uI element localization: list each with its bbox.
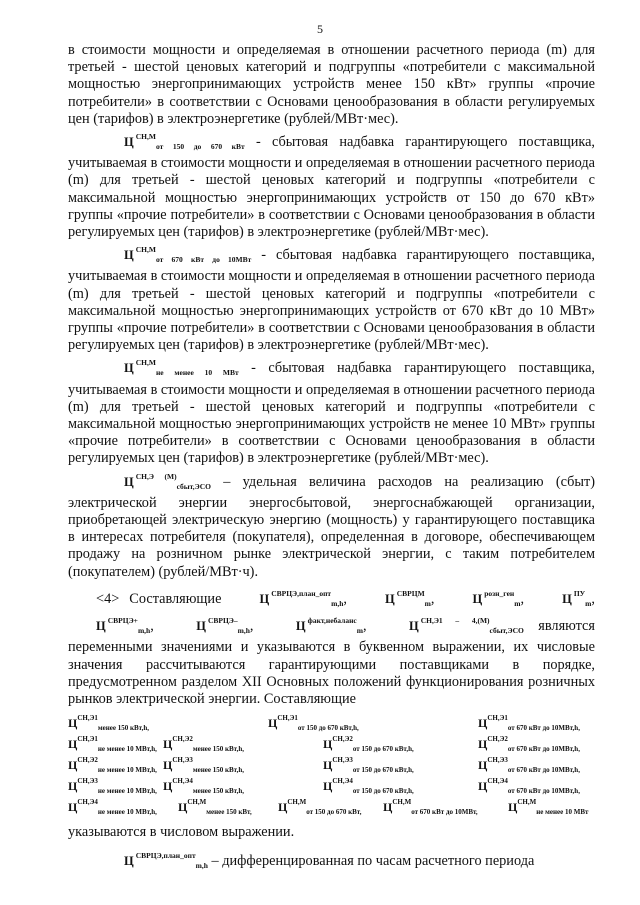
symbol-def1: Ц $^{СН,М}_{от 150 до 670 кВт}$ [124, 132, 245, 152]
symbol-def2: Ц $^{СН,М}_{от 670 кВт до 10МВт}$ [124, 245, 252, 265]
symbol-p4-7: Ц $^{СН,Э1 - 4,(М)}_{сбыт,ЭСО}$ [408, 616, 524, 636]
symbol-def5: Ц $^{СВРЦЭ,план\_опт}_{m,h}$ [124, 851, 208, 871]
grid-symbol: $Ц^{СН,М}_{не менее 10 МВт}$ [508, 798, 589, 817]
paragraph-4: <4> Составляющие Ц $^{СВРЦЭ,план\_опт}_{m,h}$, Ц $^{СВРЦМ}_m$, Ц $^{розн\_ген}_m$, Ц $^{ПУ}_m$, Ц $^{СВРЦЭ+}_{m,h}$, Ц $^{СВРЦЭ-}_{m,h}$, Ц $^{факт,небаланс}_m$, Ц $^{СН,Э1 - 4,(М)}_{сбыт,ЭСО}$ являются переменными значениями и указываются в буквенном выражении, их числовые значения рассчитываются гарантирующими поставщиками в порядке, предусмотренном разделом XII Основных положений функционирования розничных рынков электрической энергии. Составляющие [68, 588, 595, 707]
symbol-def4: Ц $^{СН,Э (М)}_{сбыт,ЭСО}$ [124, 471, 211, 491]
grid-symbol: $Ц^{СН,М}_{менее 150 кВт,}$ [178, 798, 252, 817]
grid-symbol: $Ц^{СН,Э3}_{от 670 кВт до 10МВт,h,}$ [478, 756, 580, 775]
grid-symbol: $Ц^{СН,Э2}_{от 670 кВт до 10МВт,h,}$ [478, 735, 580, 754]
grid-symbol: $Ц^{СН,Э1}_{от 670 кВт до 10МВт,h,}$ [478, 714, 580, 733]
grid-tail: указываются в числовом выражении. [68, 824, 295, 841]
grid-symbol: $Ц^{СН,Э2}_{менее 150 кВт,h,}$ [163, 735, 244, 754]
grid-symbol: $Ц^{СН,М}_{от 670 кВт до 10МВт,}$ [383, 798, 478, 817]
definition-5: Ц $^{СВРЦЭ,план\_опт}_{m,h}$ – дифференцированная по часам расчетного периода [68, 847, 595, 874]
definition-3: Ц $^{СН,М}_{не менее 10 МВт}$ - сбытовая надбавка гарантирующего поставщика, учитываемая в стоимости мощности и определяемая в отношении расчетного периода (m) для третьей - шестой ценовых категорий и подгруппы «потребители с максимальной мощностью энергопринимающих устройств не менее 10 МВт» группы «прочие потребители» в соответствии с Основами ценообразования в области регулируемых цен (тарифов) в электроэнергетике (рублей/МВт·мес). [68, 358, 595, 467]
grid-symbol: $Ц^{СН,Э4}_{от 150 до 670 кВт,h,}$ [323, 777, 414, 796]
definition-4: Ц $^{СН,Э (М)}_{сбыт,ЭСО}$ – удельная величина расходов на реализацию (сбыт) электрической энергии энергосбытовой, энергоснабжающей организации, приобретающей электрическую энергию (мощность) у гарантирующего поставщика в интересах потребителя (покупателя), определенная в договоре, обеспечивающем продажу на розничном рынке электрической энергии, с таким потребителем (покупателем) (рублей/МВт·ч). [68, 471, 596, 580]
grid-symbol: $Ц^{СН,Э2}_{от 150 до 670 кВт,h,}$ [323, 735, 414, 754]
grid-symbol: $Ц^{СН,Э3}_{от 150 до 670 кВт,h,}$ [323, 756, 414, 775]
grid-symbol: $Ц^{СН,Э4}_{не менее 10 МВт,h,}$ [68, 798, 157, 817]
symbol-grid [68, 708, 595, 824]
grid-symbol: $Ц^{СН,Э4}_{от 670 кВт до 10МВт,h,}$ [478, 777, 580, 796]
symbol-p4-2: Ц $^{розн\_ген}_m$ [472, 588, 521, 608]
definition-2: Ц $^{СН,М}_{от 670 кВт до 10МВт}$ - сбытовая надбавка гарантирующего поставщика, учитываемая в стоимости мощности и определяемая в отношении расчетного периода (m) для третьей - шестой ценовых категорий и подгруппы «потребители с максимальной мощностью энергопринимающих устройств от 670 кВт до 10 МВт» группы «прочие потребители» в соответствии с Основами ценообразования в области регулируемых цен (тарифов) в электроэнергетике (рублей/МВт·мес). [68, 245, 596, 354]
grid-symbol: $Ц^{СН,Э4}_{менее 150 кВт,h,}$ [163, 777, 244, 796]
symbol-def3: Ц $^{СН,М}_{не менее 10 МВт}$ [124, 358, 239, 378]
grid-symbol: $Ц^{СН,Э1}_{не менее 10 МВт,h,}$ [68, 735, 157, 754]
grid-symbol: $Ц^{СН,М}_{от 150 до 670 кВт,}$ [278, 798, 362, 817]
symbol-p4-6: Ц $^{факт,небаланс}_m$ [295, 616, 363, 636]
grid-symbol: $Ц^{СН,Э3}_{не менее 10 МВт,h,}$ [68, 777, 157, 796]
grid-symbol: $Ц^{СН,Э3}_{менее 150 кВт,h,}$ [163, 756, 244, 775]
page-number: 5 [317, 22, 323, 36]
symbol-p4-0: Ц $^{СВРЦЭ,план\_опт}_{m,h}$ [259, 588, 344, 608]
symbol-p4-3: Ц $^{ПУ}_m$ [562, 588, 592, 608]
grid-symbol: $Ц^{СН,Э1}_{от 150 до 670 кВт,h,}$ [268, 714, 359, 733]
grid-symbol: $Ц^{СН,Э1}_{менее 150 кВт,h,}$ [68, 714, 149, 733]
symbol-p4-4: Ц $^{СВРЦЭ+}_{m,h}$ [96, 616, 151, 636]
grid-symbol: $Ц^{СН,Э2}_{не менее 10 МВт,h,}$ [68, 756, 157, 775]
paragraph-1: в стоимости мощности и определяемая в отношении расчетного периода (m) для третьей - шестой ценовых категорий и подгруппы «потребители с максимальной мощностью энергопринимающих устройств менее 150 кВт» группы «прочие потребители» в соответствии с Основами ценообразования в области регулируемых цен (тарифов) в электроэнергетике (рублей/МВт·мес). [68, 42, 595, 127]
definition-1: Ц $^{СН,М}_{от 150 до 670 кВт}$ - сбытовая надбавка гарантирующего поставщика, учитываемая в стоимости мощности и определяемая в отношении расчетного периода (m) для третьей - шестой ценовых категорий и подгруппы «потребители с максимальной мощностью энергопринимающих устройств от 150 до 670 кВт» группы «прочие потребители» в соответствии с Основами ценообразования в области регулируемых цен (тарифов) в электроэнергетике (рублей/МВт·мес). [68, 132, 595, 241]
symbol-p4-5: Ц $^{СВРЦЭ-}_{m,h}$ [196, 616, 250, 636]
document-body [68, 42, 595, 875]
symbol-p4-1: Ц $^{СВРЦМ}_m$ [385, 588, 431, 608]
